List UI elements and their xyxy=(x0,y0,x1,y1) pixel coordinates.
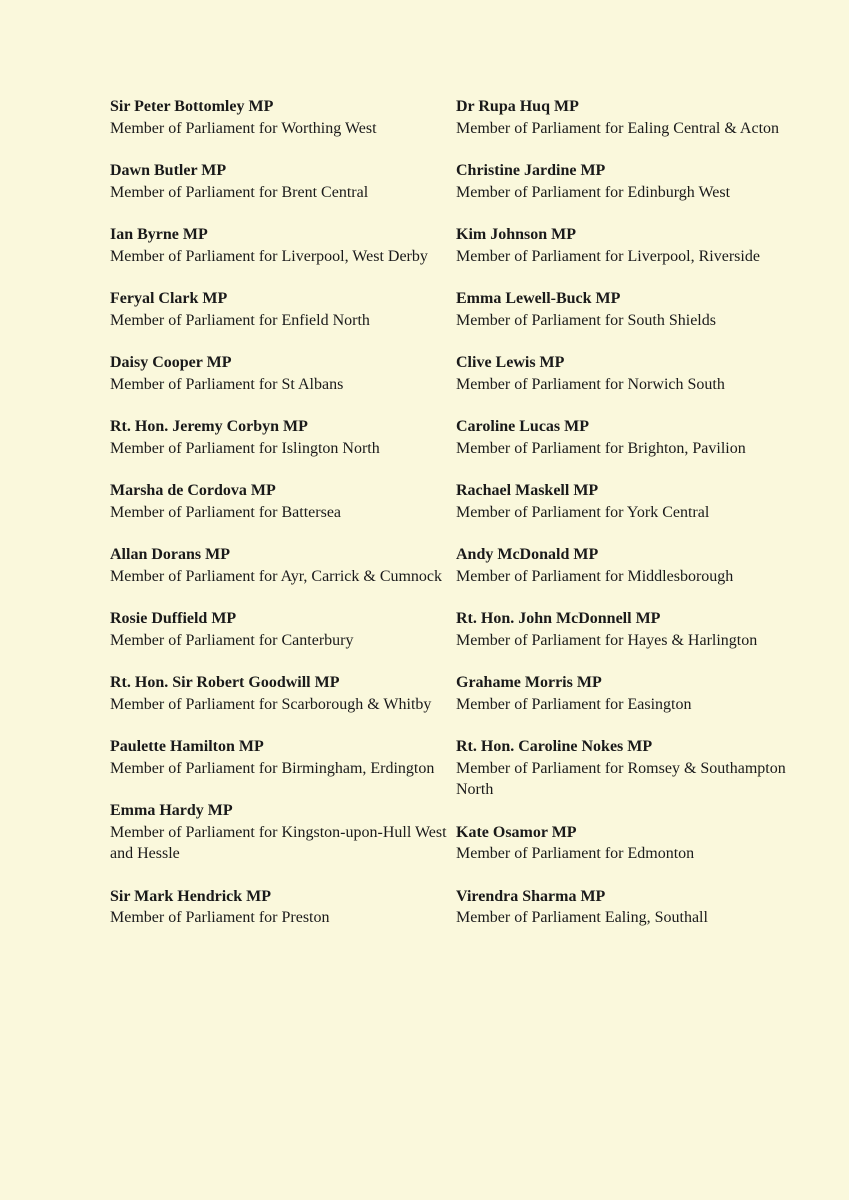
signatory-name: Rt. Hon. John McDonnell MP xyxy=(456,610,661,627)
signatory-list-right xyxy=(456,96,796,950)
signatory-entry xyxy=(110,608,450,651)
signatory-name: Clive Lewis MP xyxy=(456,354,565,371)
signatory-constituency: Member of Parliament for Brent Central xyxy=(110,183,369,201)
signatory-constituency: Member of Parliament for Brighton, Pavilion xyxy=(456,439,746,457)
signatory-name: Paulette Hamilton MP xyxy=(110,738,264,755)
signatory-name: Andy McDonald MP xyxy=(456,546,599,563)
signatory-constituency: Member of Parliament for Norwich South xyxy=(456,375,725,393)
signatory-entry xyxy=(456,672,796,715)
signatory-name: Rachael Maskell MP xyxy=(456,482,599,499)
signatory-entry xyxy=(456,416,796,459)
signatory-constituency: Member of Parliament for Easington xyxy=(456,695,692,713)
signatory-name: Virendra Sharma MP xyxy=(456,887,606,905)
signatory-name: Kate Osamor MP xyxy=(456,823,577,841)
signatory-constituency: Member of Parliament for Enfield North xyxy=(110,311,370,329)
signatory-name: Daisy Cooper MP xyxy=(110,354,232,371)
signatory-constituency: Member of Parliament for Birmingham, Erdington xyxy=(110,759,435,777)
signatory-constituency: Member of Parliament for Ayr, Carrick & Cumnock xyxy=(110,567,443,585)
signatory-name: Ian Byrne MP xyxy=(110,226,208,243)
signatory-entry xyxy=(110,160,450,203)
signatory-name: Feryal Clark MP xyxy=(110,290,228,307)
signatory-entry xyxy=(456,96,796,139)
signatory-constituency: Member of Parliament for South Shields xyxy=(456,311,716,329)
signatory-entry xyxy=(456,224,796,267)
signatory-entry xyxy=(456,886,796,929)
signatory-constituency: Member of Parliament for York Central xyxy=(456,503,710,521)
signatory-name: Rt. Hon. Caroline Nokes MP xyxy=(456,738,653,755)
signatory-constituency: Member of Parliament for Scarborough & Whitby xyxy=(110,695,432,713)
signatory-name: Grahame Morris MP xyxy=(456,674,602,691)
signatory-entry xyxy=(456,544,796,587)
signatory-constituency: Member of Parliament for Canterbury xyxy=(110,631,354,649)
signatory-entry xyxy=(456,736,796,801)
signatory-constituency: Member of Parliament for Middlesborough xyxy=(456,567,734,585)
signatory-name: Caroline Lucas MP xyxy=(456,418,590,435)
signatory-entry xyxy=(456,480,796,523)
signatory-entry xyxy=(110,480,450,523)
signatory-name: Rosie Duffield MP xyxy=(110,610,237,627)
signatory-name: Emma Hardy MP xyxy=(110,802,233,819)
signatory-name: Rt. Hon. Jeremy Corbyn MP xyxy=(110,418,308,435)
signatory-entry xyxy=(110,288,450,331)
signatory-entry xyxy=(456,822,796,865)
signatory-entry xyxy=(110,544,450,587)
signatory-name: Sir Peter Bottomley MP xyxy=(110,98,274,115)
signatory-entry xyxy=(110,886,450,929)
signatory-entry xyxy=(110,736,450,779)
signatory-constituency: Member of Parliament for Liverpool, West Derby xyxy=(110,247,428,265)
signatory-constituency: Member of Parliament for St Albans xyxy=(110,375,344,393)
signatory-entry xyxy=(456,288,796,331)
signatory-entry xyxy=(110,96,450,139)
signatory-constituency: Member of Parliament for Edinburgh West xyxy=(456,183,731,201)
signatory-entry xyxy=(110,800,450,865)
signatory-entry xyxy=(110,352,450,395)
signatory-name: Allan Dorans MP xyxy=(110,546,230,563)
signatory-constituency: Member of Parliament for Battersea xyxy=(110,503,342,521)
signatory-name: Dr Rupa Huq MP xyxy=(456,98,579,115)
signatory-entry xyxy=(110,416,450,459)
signatory-constituency: Member of Parliament for Hayes & Harlington xyxy=(456,631,758,649)
signatory-constituency: Member of Parliament for Romsey & Southampton North xyxy=(456,759,786,798)
signatory-name: Christine Jardine MP xyxy=(456,162,606,179)
signatory-entry xyxy=(456,352,796,395)
signatory-constituency: Member of Parliament for Kingston-upon-Hull West and Hessle xyxy=(110,823,447,862)
signatory-name: Dawn Butler MP xyxy=(110,162,227,179)
signatory-constituency: Member of Parliament Ealing, Southall xyxy=(456,909,708,926)
signatory-entry xyxy=(110,224,450,267)
signatory-constituency: Member of Parliament for Ealing Central & Acton xyxy=(456,119,780,137)
signatory-constituency: Member of Parliament for Edmonton xyxy=(456,845,695,862)
signatory-entry xyxy=(456,608,796,651)
signatory-constituency: Member of Parliament for Liverpool, Riverside xyxy=(456,247,760,265)
signatory-list-left xyxy=(110,96,450,950)
signatory-constituency: Member of Parliament for Worthing West xyxy=(110,119,377,137)
signatory-name: Sir Mark Hendrick MP xyxy=(110,887,272,905)
signatory-constituency: Member of Parliament for Preston xyxy=(110,909,330,926)
signatory-constituency: Member of Parliament for Islington North xyxy=(110,439,380,457)
signatory-name: Rt. Hon. Sir Robert Goodwill MP xyxy=(110,674,340,691)
signatory-name: Kim Johnson MP xyxy=(456,226,577,243)
signatory-name: Emma Lewell-Buck MP xyxy=(456,290,621,307)
signatory-name: Marsha de Cordova MP xyxy=(110,482,276,499)
signatory-entry xyxy=(110,672,450,715)
signatory-entry xyxy=(456,160,796,203)
